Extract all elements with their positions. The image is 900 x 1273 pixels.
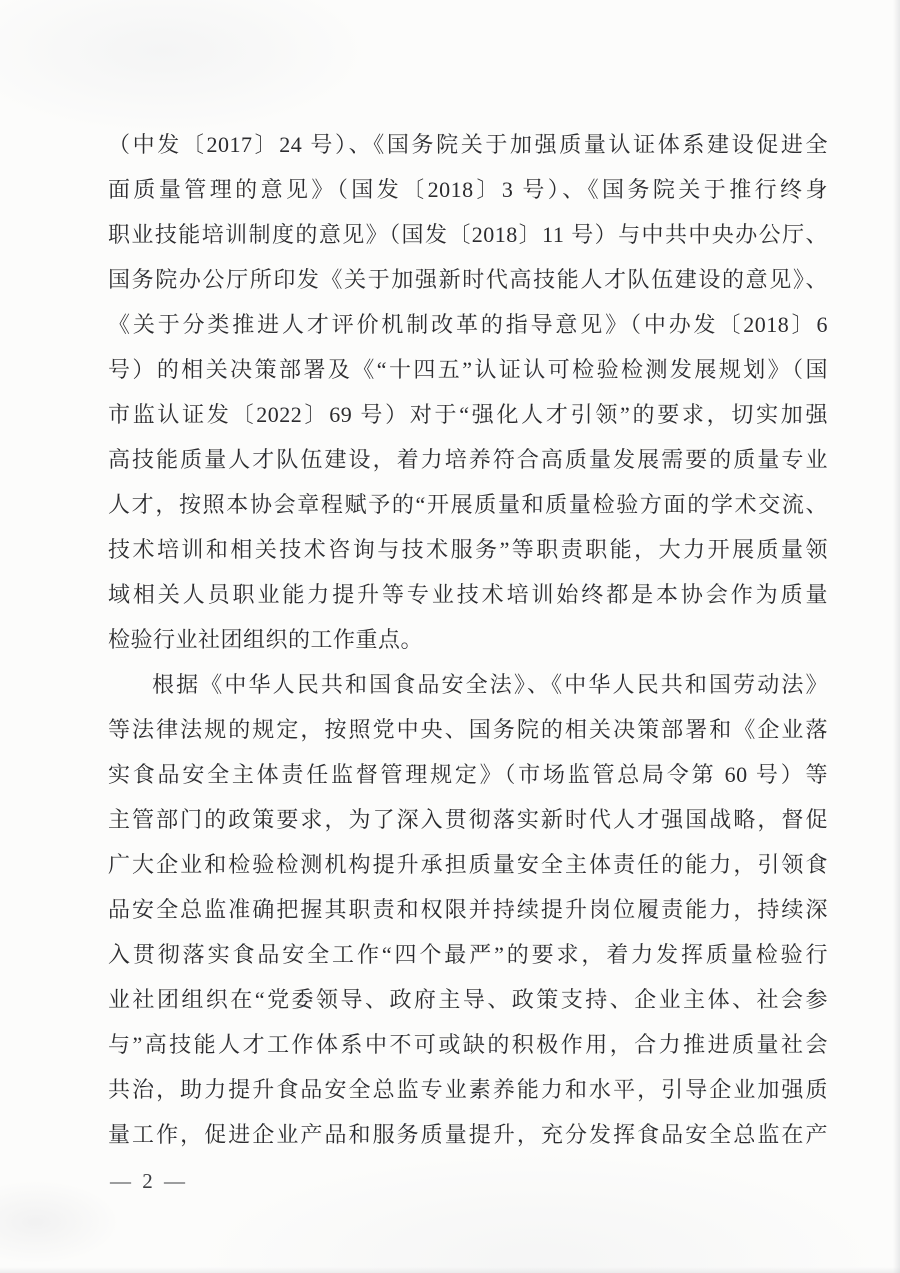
text-line: 等法律法规的规定，按照党中央、国务院的相关决策部署和《企业落 [108,717,828,742]
text-line: 根据《中华人民共和国食品安全法》、《中华人民共和国劳动法》 [152,672,828,697]
text-line: 国务院办公厅所印发《关于加强新时代高技能人才队伍建设的意见》、 [108,267,828,292]
text-line: 共治，助力提升食品安全总监专业素养能力和水平，引导企业加强质 [108,1077,828,1102]
page-number: — 2 — [110,1169,188,1193]
text-line: 《关于分类推进人才评价机制改革的指导意见》（中办发〔2018〕6 [108,312,828,337]
text-line: 业社团组织在“党委领导、政府主导、政策支持、企业主体、社会参 [108,987,828,1012]
text-line: 主管部门的政策要求，为了深入贯彻落实新时代人才强国战略，督促 [108,807,828,832]
text-line: 人才，按照本协会章程赋予的“开展质量和质量检验方面的学术交流、 [108,492,828,517]
text-line: 品安全总监准确把握其职责和权限并持续提升岗位履责能力，持续深 [108,897,828,922]
text-line: 技术培训和相关技术咨询与技术服务”等职责职能，大力开展质量领 [108,537,828,562]
text-line: 实食品安全主体责任监督管理规定》（市场监管总局令第 60 号）等 [108,762,828,787]
text-line: 广大企业和检验检测机构提升承担质量安全主体责任的能力，引领食 [108,852,828,877]
text-line: 与”高技能人才工作体系中不可或缺的积极作用，合力推进质量社会 [108,1032,828,1057]
text-line: 号）的相关决策部署及《“十四五”认证认可检验检测发展规划》（国 [108,357,828,382]
text-line: 市监认证发〔2022〕69 号）对于“强化人才引领”的要求，切实加强 [108,402,828,427]
text-line: （中发〔2017〕24 号）、《国务院关于加强质量认证体系建设促进全 [108,132,828,157]
scan-edge-artifact-right [893,0,900,1273]
text-line: 职业技能培训制度的意见》（国发〔2018〕11 号）与中共中央办公厅、 [108,222,828,247]
text-line: 入贯彻落实食品安全工作“四个最严”的要求，着力发挥质量检验行 [108,942,828,967]
text-line: 检验行业社团组织的工作重点。 [108,627,424,652]
document-body-text [108,122,828,1157]
text-line: 高技能质量人才队伍建设，着力培养符合高质量发展需要的质量专业 [108,447,828,472]
text-line: 域相关人员职业能力提升等专业技术培训始终都是本协会作为质量 [108,582,828,607]
text-line: 面质量管理的意见》（国发〔2018〕3 号）、《国务院关于推行终身 [108,177,828,202]
scan-edge-artifact-bottom [0,1267,900,1273]
text-line: 量工作，促进企业产品和服务质量提升，充分发挥食品安全总监在产 [108,1122,828,1147]
